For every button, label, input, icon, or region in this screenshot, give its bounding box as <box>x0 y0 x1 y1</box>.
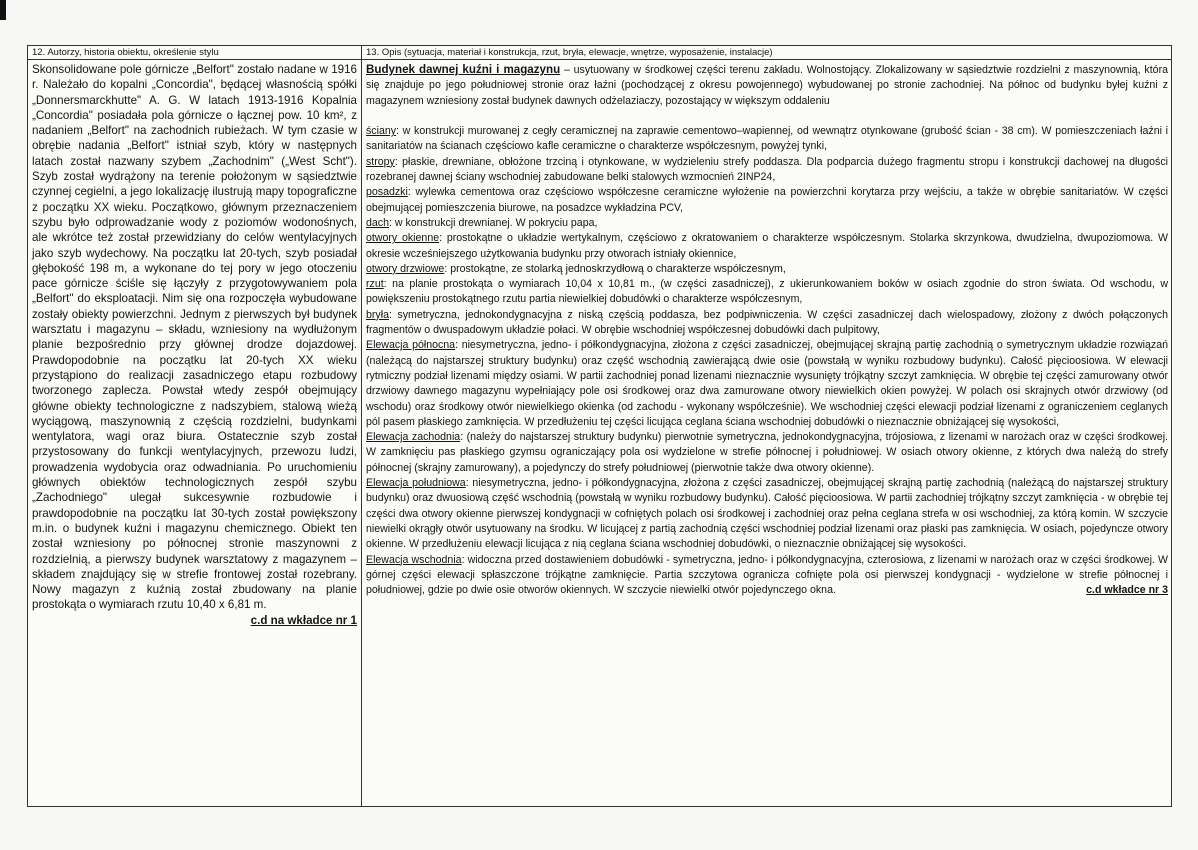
item-text: : w konstrukcji drewnianej. W pokryciu papa, <box>388 216 598 229</box>
item-label: ściany <box>366 125 397 138</box>
item-windows <box>366 231 1168 262</box>
header-divider <box>28 59 1171 60</box>
item-plan <box>366 277 1168 308</box>
item-label: posadzki <box>366 186 408 199</box>
scan-edge-mark <box>0 0 6 20</box>
item-label: Elewacja północna <box>366 339 456 352</box>
item-text: : płaskie, drewniane, obłożone trzciną i otynkowane, w wydzieleniu strefy poddasza. Dla podparcia dużego fragmentu stropu i konstrukcji dachowej na długości rozebranej dawnej ściany wschodniej zabudowane belki stalowych wzmocnień 2INP24, <box>366 155 1168 184</box>
item-label: Elewacja wschodnia <box>366 553 462 566</box>
item-east-elevation <box>366 553 1168 599</box>
item-text: : w konstrukcji murowanej z cegły ceramicznej na zaprawie cementowo–wapiennej, od wewnątrz otynkowane (grubość ścian - 38 cm). W pomieszczeniach łaźni i sanitariatów na ścianach częściowo kafle ceramiczne o charakterze współczesnym, powyżej tynki, <box>366 125 1168 153</box>
building-title: Budynek dawnej kuźni i magazynu <box>366 63 561 76</box>
item-doors <box>366 262 1168 277</box>
item-floors <box>366 185 1168 216</box>
item-text: : niesymetryczna, jedno- i półkondygnacyjna, złożona z części zasadniczej, obejmującej skrajną partię zachodnią (należącą do najstarszej struktury budynku) oraz dwuosiową część wschodnią (powstałą w wyniku rozbudowy budynku). Całość pięcioosiowa. W partii zachodniej trójkątny szczyt zamknięcia - w obrębie tej części dwa otwory okienne pierwszej kondygnacji w cofniętych polach osi środkowej i zachodniej oraz pełna ceglana strefa w osi wschodniej, za którą komin. W szczycie niewielki okrągły otwór usytuowany na środku. W licującej z partią zachodnią części wschodniej podział lizenami oraz płaski pas zamknięcia. W osiach, pojedyncze otwory okienne. W przedłużeniu elewacji licująca z nią ceglana ściana wschodniej dobudówki, o nieznacznie obniżającej się wysokości. <box>366 477 1168 551</box>
intro-text: – usytuowany w środkowej części terenu zakładu. Wolnostojący. Zlokalizowany w sąsiedztwie rozdzielni z maszynownią, która się znajduje po jego południowej stronie oraz łaźni (pochodzącej z okresu powojennego) wybudowanej po stronie zachodniej. Na północ od budynku byłej kuźni z magazynem wzniesiony został budynek dawnych odżelaziaczy, pozostający w większym oddaleniu <box>366 64 1168 107</box>
intro-paragraph <box>366 62 1168 109</box>
item-label: bryła <box>366 308 389 321</box>
item-roof <box>366 216 1168 231</box>
history-text: Skonsolidowane pole górnicze „Belfort" zostało nadane w 1916 r. Należało do kopalni „Concordia", będącej własnością spółki „Donnersmarckhutte" A. G. W latach 1913-1916 Kopalnia „Concordia" posiadała pola górnicze o łącznej pow. 10 km², z nadaniem „Belfort" na zachodnich rubieżach. W tym czasie w obrębie nadania „Belfort" istniał szyb, który w następnych latach został nazwany szybem „Zachodnim" („West Scht"). Szyb został wydrążony na terenie położonym w sąsiedztwie czynnej cegielni, a jego lokalizację ilustrują mapy topograficzne z początku XX wieku. Początkowo, głównym przeznaczeniem szybu było odprowadzanie wody z poziomów wodonośnych, ale wkrótce też został przewidziany do celów wentylacyjnych jako szyb wydechowy. Na początku lat 20-tych, szyb posiadał głębokość 198 m, a wykonane do tej pory w jego otoczeniu pace górnicze ściśle się łączyły z przygotowywaniem pola „Belfort" do eksploatacji. Nim się ona rozpoczęła wybudowane zostały obiekty powierzchni. Jednym z pierwszych był budynek warsztatu i magazynu – składu, wzniesiony na wydłużonym planie bezpośrednio przy głównej drodze dojazdowej. Prawdopodobnie na początku lat 20-tych XX wieku przystąpiono do realizacji zasadniczego etapu rozbudowy tworzonego zaplecza. Powstał wtedy zespół obejmujący główne obiekty technologiczne z nadszybiem, stalową wieżą wyciągową, maszynownią z częścią rozdzielni, budynkami wentylatora, wagi oraz biura. Ostatecznie szyb został przystosowany do funkcji wentylacyjnych, przewozu ludzi, prowadzenia wydobycia oraz odwadniania. Po uruchomieniu głównych obiektów technologicznych zespół szybu „Zachodniego" ulegał sukcesywnie rozbudowie i prawdopodobnie na początku lat 30-tych został powiększony m.in. o budynek kuźni i magazynu chemicznego. Obiekt ten został wzniesiony po północnej stronie maszynowni z rozdzielnią, a pierwszy budynek warsztatowy z magazynem – składem znajdujący się w strefie frontowej został rozebrany. Nowy magazyn z kuźnią został zbudowany na planie prostokąta o wymiarach rzutu 10,40 x 6,81 m. <box>32 63 357 612</box>
item-south-elevation <box>366 476 1168 552</box>
item-text: : na planie prostokąta o wymiarach 10,04 x 10,81 m., (w części zasadniczej), z ukierunkowaniem boków w osiach zgodnie do stron świata. Od wschodu, w powiększeniu prostokątnego rzutu partia niewielkiej dobudówki o charakterze współczesnym, <box>366 278 1168 306</box>
item-text: : prostokątne o układzie wertykalnym, częściowo z okratowaniem o charakterze współczesnym. Stolarka skrzynkowa, dwudzielna, dwupoziomowa. W okresie wcześniejszego użytkowania budynku przy otworach istniały okiennice, <box>366 232 1168 260</box>
paragraph-gap <box>366 109 1168 124</box>
item-walls <box>366 124 1168 155</box>
item-west-elevation <box>366 430 1168 476</box>
item-text: : (należy do najstarszej struktury budynku) pierwotnie symetryczna, jednokondygnacyjna, trójosiowa, z lizenami w narożach oraz w części środkowej. W zamknięciu pas płaskiego gzymsu ograniczający pola osi wydzielone w strefie północnej i południowej. W osiach otwory okienne, z których dwa należą do strefy północnej (skrajny zamurowany), a pojedynczy do strefy południowej (pierwotnie także dwa otwory okienne). <box>366 431 1168 474</box>
item-north-elevation <box>366 338 1168 430</box>
item-text: : symetryczna, jednokondygnacyjna z niską częścią poddasza, bez podpiwniczenia. W części zasadniczej dach wielospadowy, złożony z dwóch połączonych fragmentów o dwuspadowym układzie połaci. W obrębie wschodniej współczesnej dobudówki dach pulpitowy, <box>366 308 1168 337</box>
history-column <box>32 62 357 628</box>
item-label: dach <box>366 216 389 229</box>
column-divider <box>361 46 362 806</box>
form-table <box>27 45 1172 807</box>
item-label: rzut <box>366 278 384 291</box>
description-column <box>366 62 1168 598</box>
item-text: : wylewka cementowa oraz częściowo współczesne ceramiczne wyłożenie na powierzchni korytarza przy wejściu, a także w obrębie sanitariatów. W części obejmującej pomieszczenia biurowe, na posadzce wykładzina PCV, <box>366 186 1168 214</box>
item-text: : prostokątne, ze stolarką jednoskrzydłową o charakterze współczesnym, <box>444 262 786 275</box>
item-ceilings <box>366 155 1168 186</box>
item-label: Elewacja zachodnia <box>366 431 461 444</box>
item-massing <box>366 308 1168 339</box>
item-label: stropy <box>366 155 395 168</box>
item-label: Elewacja południowa <box>366 477 466 490</box>
item-label: otwory okienne <box>366 232 440 245</box>
continuation-note-right: c.d wkładce nr 3 <box>1086 584 1168 597</box>
item-label: otwory drzwiowe <box>366 262 445 275</box>
continuation-note-left: c.d na wkładce nr 1 <box>250 613 357 627</box>
header-left: 12. Autorzy, historia obiektu, określenie stylu <box>32 47 219 58</box>
item-text: : widoczna przed dostawieniem dobudówki - symetryczna, jedno- i półkondygnacyjna, czterosiowa, z lizenami w narożach oraz w części środkowej. W górnej części elewacji spłaszczone trójkątne zamknięcie. Partia szczytowa ogranicza cofnięte pola osi pierwszej kondygnacji - wydzielone w strefie północnej i południowej, gdzie po dwie osie otworów okiennych. W szczycie niewielki otwór pojedynczego okna. <box>366 553 1168 597</box>
header-right: 13. Opis (sytuacja, materiał i konstrukcja, rzut, bryła, elewacje, wnętrze, wyposażenie, instalacje) <box>366 47 773 58</box>
item-text: : niesymetryczna, jedno- i półkondygnacyjna, złożona z części zasadniczej, obejmującej skrajną partię zachodnią o symetrycznym układzie rozwiązań (należącą do najstarszej struktury budynku) oraz część wschodnią zawierającą dwie osie (powstałą w wyniku rozbudowy budynku). Całość pięcioosiowa. W elewacji rytmiczny podział lizenami między osiami. W partii zachodniej ponad lizenami nieznacznie wysunięty trójkątny szczyt zamknięcia. W obrębie tej części zamurowany otwór drzwiowy dawnego magazynu wypełniający pole osi środkowej oraz dwa zamurowane otwory niewielkich okien powyżej. W polach osi skrajnych otwór drzwiowy (od wschodu) oraz środkowy otwór niewielkiego okienka (od zachodu - wykonany współcześnie). We wschodniej części elewacji podział lizenami z ograniczeniem ceglanych pól pasem płaskiego zamknięcia. W przedłużeniu tej części licująca ceglana ściana wschodniej dobudówki o nieznacznie obniżającej się wysokości, <box>366 339 1168 428</box>
